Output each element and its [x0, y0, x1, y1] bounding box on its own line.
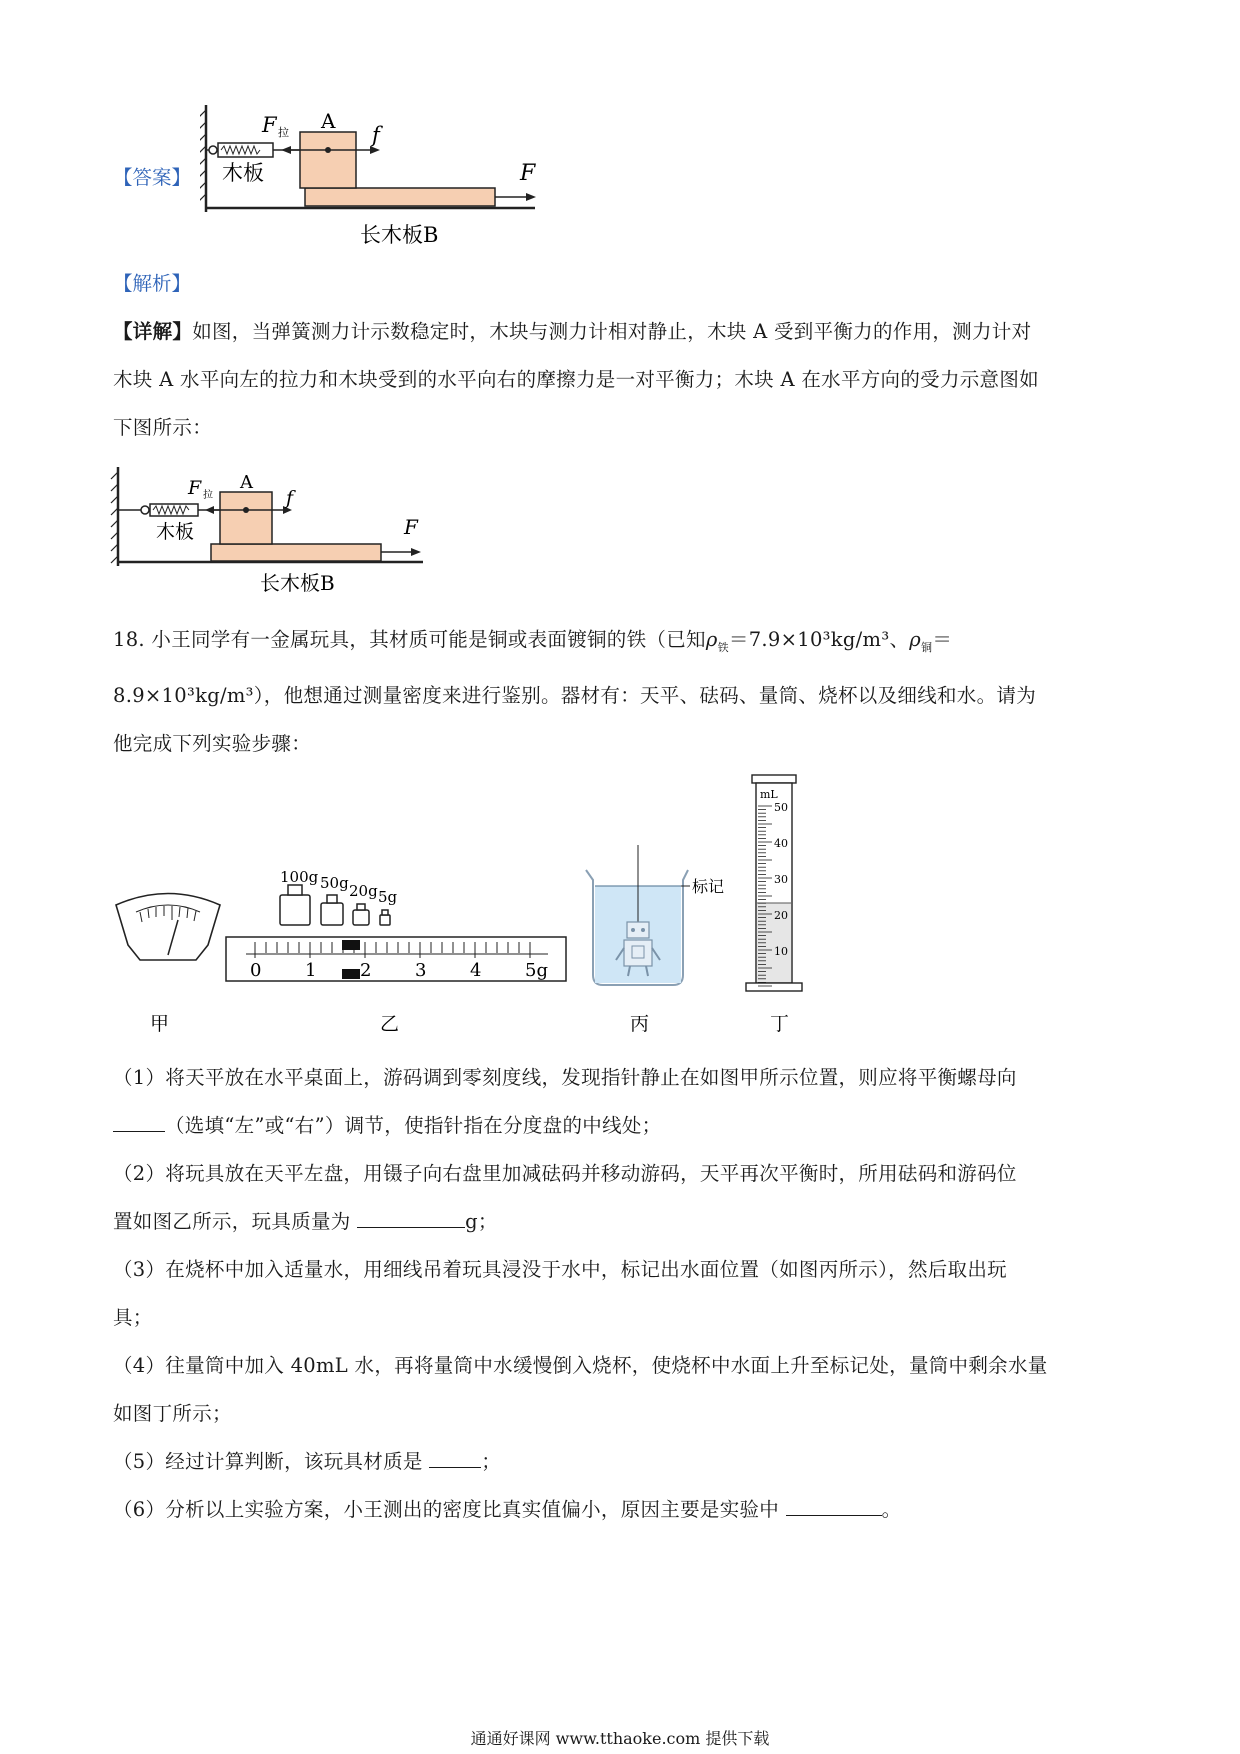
force-F-label: F — [520, 161, 536, 186]
step-6b: 。 — [881, 1498, 902, 1521]
block-A-2 — [220, 492, 272, 544]
long-board-b — [305, 188, 495, 206]
force-F-label-2: F — [404, 515, 418, 539]
answer-blank-5[interactable] — [429, 1447, 481, 1468]
beaker — [586, 845, 690, 985]
step-4b: 如图丁所示； — [113, 1402, 232, 1425]
step-1b: （选填“左”或“右”）调节，使指针指在分度盘的中线处； — [165, 1114, 662, 1137]
fpull-label-2: F — [188, 477, 202, 499]
step-3b: 具； — [113, 1306, 153, 1329]
fpull-sub-label-2: 拉 — [203, 490, 213, 501]
q18-line-2: 8.9×10³kg/m³），他想通过测量密度来进行鉴别。器材有：天平、砝码、量筒、烧杯以及细线和水。请为 — [113, 683, 1037, 707]
fpull-label: F — [262, 113, 277, 137]
analysis-tag — [113, 268, 191, 296]
ruler-label-4: 4 — [470, 960, 482, 981]
rho-copper: ρ — [909, 628, 922, 651]
answer-force-diagram — [200, 100, 560, 250]
q18-line-3: 他完成下列实验步骤： — [113, 731, 312, 755]
answer-tag-text: 【答案】 — [113, 166, 192, 189]
label-yi: 乙 — [380, 1013, 400, 1035]
toy-robot — [627, 922, 649, 938]
q18-line-1a: 18. 小王同学有一金属玩具，其材质可能是铜或表面镀铜的铁（已知 — [113, 628, 706, 651]
friction-label: f — [372, 123, 380, 147]
step-1a: （1）将天平放在水平桌面上，游码调到零刻度线，发现指针静止在如图甲所示位置，则应将平衡螺母向 — [113, 1066, 1017, 1089]
step-4a: （4）往量筒中加入 40mL 水，再将量筒中水缓慢倒入烧杯，使烧杯中水面上升至标记处，量筒中剩余水量 — [113, 1354, 1048, 1377]
cylinder-tick-40: 40 — [774, 837, 788, 850]
step-3a: （3）在烧杯中加入适量水，用细线吊着玩具浸没于水中，标记出水面位置（如图丙所示），然后取出玩 — [113, 1258, 1007, 1281]
step-5b: ； — [481, 1450, 502, 1473]
analysis-tag-text: 【解析】 — [113, 272, 192, 295]
board-label-2: 木板 — [156, 521, 195, 543]
label-bing: 丙 — [630, 1013, 650, 1035]
mark-label: 标记 — [692, 877, 725, 896]
detail-line-3: 下图所示： — [113, 416, 213, 439]
weight-label-100g: 100g — [280, 868, 319, 886]
answer-blank-6[interactable] — [786, 1495, 882, 1516]
cylinder-tick-10: 10 — [774, 945, 788, 958]
ruler-label-3: 3 — [415, 960, 427, 981]
ruler-label-1: 1 — [305, 960, 317, 981]
step-5a: （5）经过计算判断，该玩具材质是 — [113, 1450, 430, 1473]
question-18-stem — [113, 616, 1133, 768]
block-A-label-2: A — [240, 472, 253, 493]
question-18-steps — [113, 1054, 1133, 1534]
detail-paragraph — [113, 308, 1133, 452]
spring-scale — [218, 143, 273, 157]
q18-line-1-end: ＝ — [932, 628, 953, 651]
step-2c: g； — [465, 1210, 498, 1233]
block-A-label: A — [321, 109, 336, 133]
detail-tag: 【详解】 — [113, 320, 193, 343]
ruler-label-0: 0 — [250, 960, 262, 981]
step-2a: （2）将玩具放在天平左盘，用镊子向右盘里加减砝码并移动游码，天平再次平衡时，所用砝码和游码位 — [113, 1162, 1017, 1185]
label-jia: 甲 — [150, 1013, 170, 1035]
answer-tag — [113, 162, 191, 190]
long-board-label-2: 长木板B — [260, 571, 335, 595]
long-board-b-2 — [211, 544, 381, 561]
detail-line-2: 木块 A 水平向左的拉力和木块受到的水平向右的摩擦力是一对平衡力；木块 A 在水平方向的受力示意图如 — [113, 368, 1039, 391]
iron-subscript: 铁 — [717, 640, 729, 654]
step-6a: （6）分析以上实验方案，小王测出的密度比真实值偏小，原因主要是实验中 — [113, 1498, 786, 1521]
long-board-label: 长木板B — [360, 223, 439, 247]
block-A — [300, 132, 356, 188]
balance-dial — [116, 894, 220, 961]
experiment-figures — [108, 770, 828, 1050]
cylinder-tick-20: 20 — [774, 909, 788, 922]
friction-label-2: f — [286, 487, 294, 509]
answer-blank-1[interactable] — [113, 1111, 165, 1132]
cylinder-unit: mL — [760, 788, 778, 801]
rho-iron: ρ — [705, 628, 718, 651]
rider-top — [342, 940, 360, 950]
iron-density: ＝7.9×10³kg/m³、 — [728, 628, 910, 651]
detail-line-1: 如图，当弹簧测力计示数稳定时，木块与测力计相对静止，木块 A 受到平衡力的作用，测力计对 — [192, 320, 1032, 343]
page-footer: 通通好课网 www.tthaoke.com 提供下载 — [470, 1729, 770, 1748]
weight-label-20g: 20g — [349, 882, 378, 900]
fpull-sub-label: 拉 — [278, 126, 289, 139]
rider-bottom — [342, 969, 360, 979]
label-ding: 丁 — [770, 1013, 790, 1035]
weight-label-5g: 5g — [378, 888, 398, 906]
cylinder-tick-50: 50 — [774, 801, 788, 814]
slider-ruler — [226, 937, 566, 981]
weight-label-50g: 50g — [320, 874, 349, 892]
board-label: 木板 — [222, 161, 264, 185]
step-2b: 置如图乙所示，玩具质量为 — [113, 1210, 358, 1233]
copper-subscript: 铜 — [921, 640, 933, 654]
answer-blank-2[interactable] — [357, 1207, 465, 1228]
ruler-label-2: 2 — [360, 960, 372, 981]
detail-force-diagram — [108, 462, 438, 597]
ruler-label-5g: 5g — [525, 960, 548, 981]
cylinder-tick-30: 30 — [774, 873, 788, 886]
